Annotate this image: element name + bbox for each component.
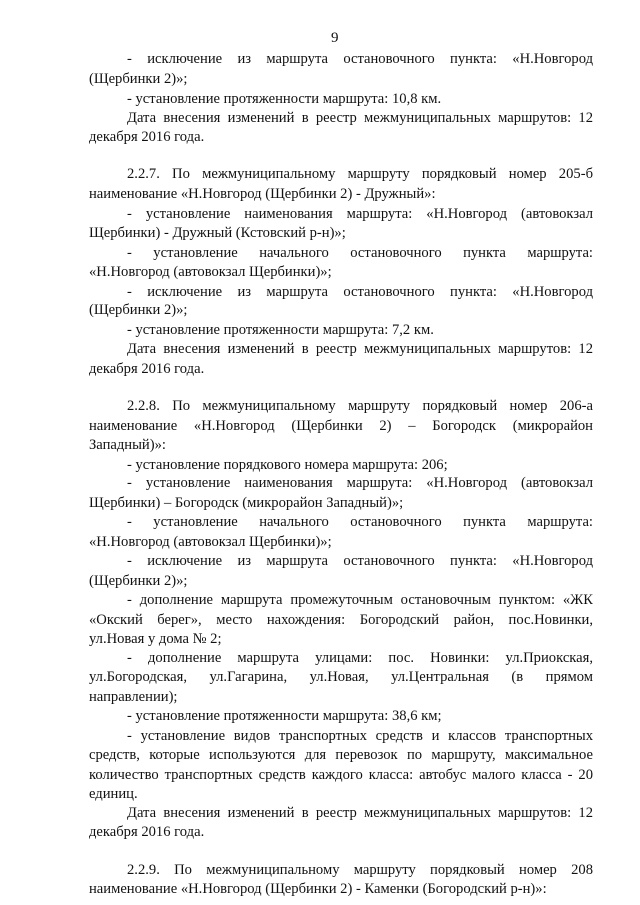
text-line: средств, которые используются для перевозок по маршруту, максимальное bbox=[89, 747, 593, 763]
text-line: Щербинки) – Богородск (микрорайон Западный)»; bbox=[89, 495, 404, 511]
text-line: декабря 2016 года. bbox=[89, 824, 205, 840]
text-line: направлении); bbox=[89, 689, 178, 705]
text-line: Дата внесения изменений в реестр межмуниципальных маршрутов: 12 bbox=[127, 341, 593, 357]
section-heading-2-2-8: 2.2.8. По межмуниципальному маршруту порядковый номер 206-а bbox=[127, 398, 593, 414]
page-number: 9 bbox=[331, 30, 339, 46]
text-line: наименование «Н.Новгород (Щербинки 2) – Богородск (микрорайон bbox=[89, 418, 593, 434]
text-line: - исключение из маршрута остановочного пункта: «Н.Новгород bbox=[127, 284, 593, 300]
text-line: - дополнение маршрута улицами: пос. Новинки: ул.Приокская, bbox=[127, 650, 593, 666]
text-line: - дополнение маршрута промежуточным остановочным пунктом: «ЖК bbox=[127, 592, 593, 608]
text-line: - установление протяженности маршрута: 38,6 км; bbox=[127, 708, 442, 724]
text-line: - установление протяженности маршрута: 7,2 км. bbox=[127, 322, 434, 338]
text-line: «Н.Новгород (автовокзал Щербинки)»; bbox=[89, 534, 332, 550]
text-line: (Щербинки 2)»; bbox=[89, 71, 188, 87]
text-line: наименование «Н.Новгород (Щербинки 2) - Дружный»: bbox=[89, 186, 436, 202]
text-line: - установление видов транспортных средств и классов транспортных bbox=[127, 728, 593, 744]
text-line: - установление начального остановочного пункта маршрута: bbox=[127, 245, 593, 261]
text-line: «Н.Новгород (автовокзал Щербинки)»; bbox=[89, 264, 332, 280]
text-line: единиц. bbox=[89, 786, 138, 802]
text-line: - установление протяженности маршрута: 10,8 км. bbox=[127, 91, 442, 107]
text-line: - исключение из маршрута остановочного пункта: «Н.Новгород bbox=[127, 51, 593, 67]
text-line: Дата внесения изменений в реестр межмуниципальных маршрутов: 12 bbox=[127, 805, 593, 821]
text-line: - установление начального остановочного пункта маршрута: bbox=[127, 514, 593, 530]
text-line: (Щербинки 2)»; bbox=[89, 302, 188, 318]
section-heading-2-2-7: 2.2.7. По межмуниципальному маршруту порядковый номер 205-б bbox=[127, 166, 593, 182]
text-line: наименование «Н.Новгород (Щербинки 2) - Каменки (Богородский р-н)»: bbox=[89, 881, 547, 897]
text-line: декабря 2016 года. bbox=[89, 129, 205, 145]
text-line: Дата внесения изменений в реестр межмуниципальных маршрутов: 12 bbox=[127, 110, 593, 126]
text-line: - установление наименования маршрута: «Н.Новгород (автовокзал bbox=[127, 475, 593, 491]
section-heading-2-2-9: 2.2.9. По межмуниципальному маршруту порядковый номер 208 bbox=[127, 862, 593, 878]
text-line: количество транспортных средств каждого класса: автобус малого класса - 20 bbox=[89, 767, 593, 783]
text-line: - установление порядкового номера маршрута: 206; bbox=[127, 457, 448, 473]
text-line: Щербинки) - Дружный (Кстовский р-н)»; bbox=[89, 225, 346, 241]
text-line: (Щербинки 2)»; bbox=[89, 573, 188, 589]
text-line: Западный)»: bbox=[89, 437, 166, 453]
text-line: - исключение из маршрута остановочного пункта: «Н.Новгород bbox=[127, 553, 593, 569]
text-line: ул.Новая у дома № 2; bbox=[89, 631, 222, 647]
text-line: ул.Богородская, ул.Гагарина, ул.Новая, ул.Центральная (в прямом bbox=[89, 669, 593, 685]
text-line: - установление наименования маршрута: «Н.Новгород (автовокзал bbox=[127, 206, 593, 222]
text-line: «Окский берег», место нахождения: Богородский район, пос.Новинки, bbox=[89, 612, 593, 628]
text-line: декабря 2016 года. bbox=[89, 361, 205, 377]
